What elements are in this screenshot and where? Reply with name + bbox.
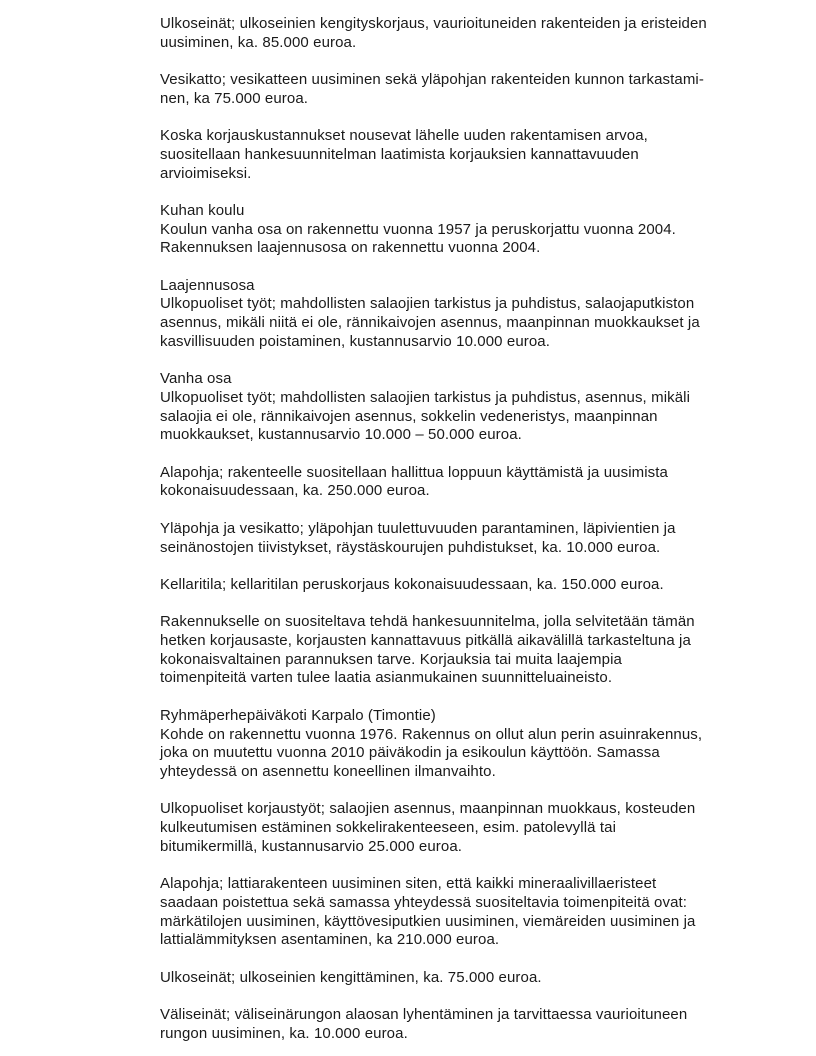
para-kuhan-koulu [160,202,756,258]
text-line: Ulkoseinät; ulkoseinien kengittäminen, ka. 75.000 euroa. [160,968,542,986]
text-line: asennus, mikäli niitä ei ole, rännikaivojen asennus, maanpinnan muokkaukset ja [160,314,700,332]
para-ylapohja-ja-vesikatto [160,520,756,557]
text-line: muokkaukset, kustannusarvio 10.000 – 50.000 euroa. [160,426,522,444]
text-line: lattialämmityksen asentaminen, ka 210.000 euroa. [160,931,500,949]
text-line: Rakennuksen laajennusosa on rakennettu vuonna 2004. [160,239,541,257]
text-line: toimenpiteitä varten tulee laatia asianmukainen suunnitteluaineisto. [160,669,613,687]
para-hankesuunnitelma-suositus-2 [160,613,756,688]
para-ulkoseinat-kengittaminen [160,969,756,988]
text-line: kokonaisuudessaan, ka. 250.000 euroa. [160,482,430,500]
text-line: Kohde on rakennettu vuonna 1976. Rakennus on ollut alun perin asuinrakennus, [160,725,703,743]
para-alapohja-210000 [160,875,756,950]
text-line: Ulkopuoliset työt; mahdollisten salaojien tarkistus ja puhdistus, asennus, mikäli [160,388,691,406]
text-line: saadaan poistettua sekä samassa yhteydessä suositeltavia toimenpiteitä ovat: [160,893,688,911]
text-line: uusiminen, ka. 85.000 euroa. [160,33,357,51]
text-line: Ulkoseinät; ulkoseinien kengityskorjaus, vaurioituneiden rakenteiden ja eristeiden [160,15,707,32]
text-line: kasvillisuuden poistaminen, kustannusarvio 10.000 euroa. [160,332,551,350]
text-line: Vanha osa [160,370,232,388]
para-hankesuunnitelma-suositus [160,127,756,183]
text-line: yhteydessä on asennettu koneellinen ilmanvaihto. [160,762,496,780]
text-line: Vesikatto; vesikatteen uusiminen sekä yläpohjan rakenteiden kunnon tarkastami- [160,71,704,89]
text-line: Yläpohja ja vesikatto; yläpohjan tuulettuvuuden parantaminen, läpivientien ja [160,519,676,537]
para-laajennusosa [160,277,756,352]
text-line: Rakennukselle on suositeltava tehdä hankesuunnitelma, jolla selvitetään tämän [160,613,695,631]
text-line: salaojia ei ole, rännikaivojen asennus, sokkelin vedeneristys, maanpinnan [160,407,658,425]
para-ulkopuoliset-korjaustyot [160,800,756,856]
text-line: kokonaisvaltainen parannuksen tarve. Korjauksia tai muita laajempia [160,650,622,668]
text-line: kulkeutumisen estäminen sokkelirakenteeseen, esim. patolevyllä tai [160,819,616,837]
para-vanha-osa [160,370,756,445]
text-line: Ryhmäperhepäiväkoti Karpalo (Timontie) [160,706,436,724]
text-line: Alapohja; lattiarakenteen uusiminen siten, että kaikki mineraalivillaeristeet [160,875,657,893]
text-line: Koulun vanha osa on rakennettu vuonna 1957 ja peruskorjattu vuonna 2004. [160,220,676,238]
text-line: Väliseinät; väliseinärungon alaosan lyhentäminen ja tarvittaessa vaurioituneen [160,1006,688,1024]
text-line: rungon uusiminen, ka. 10.000 euroa. [160,1024,408,1042]
text-line: joka on muutettu vuonna 2010 päiväkodin ja esikoulun käyttöön. Samassa [160,744,660,762]
text-line: Kellaritila; kellaritilan peruskorjaus kokonaisuudessaan, ka. 150.000 euroa. [160,575,664,593]
text-line: suositellaan hankesuunnitelman laatimista korjauksien kannattavuuden [160,145,639,163]
para-alapohja-250000 [160,464,756,501]
text-line: hetken korjausaste, korjausten kannattavuus pitkällä aikavälillä tarkasteltuna ja [160,632,691,650]
text-line: bitumikermillä, kustannusarvio 25.000 euroa. [160,837,463,855]
text-line: Koska korjauskustannukset nousevat lähelle uuden rakentamisen arvoa, [160,127,648,145]
text-line: Ulkopuoliset työt; mahdollisten salaojien tarkistus ja puhdistus, salaojaputkiston [160,295,695,313]
text-line: Laajennusosa [160,276,255,294]
para-kellaritila [160,576,756,595]
para-valiseinat [160,1006,756,1043]
text-line: Ulkopuoliset korjaustyöt; salaojien asennus, maanpinnan muokkaus, kosteuden [160,800,696,818]
para-ulkoseinat-kengityskorjaus [160,15,756,52]
text-line: Alapohja; rakenteelle suositellaan hallittua loppuun käyttämistä ja uusimista [160,463,668,481]
text-line: seinänostojen tiivistykset, räystäskourujen puhdistukset, ka. 10.000 euroa. [160,538,661,556]
para-karpalo-timontie [160,707,756,782]
para-vesikatto-uusiminen [160,71,756,108]
text-line: nen, ka 75.000 euroa. [160,89,309,107]
text-line: arvioimiseksi. [160,164,252,182]
text-line: märkätilojen uusiminen, käyttövesiputkien uusiminen, viemäreiden uusiminen ja [160,912,696,930]
text-line: Kuhan koulu [160,201,245,219]
